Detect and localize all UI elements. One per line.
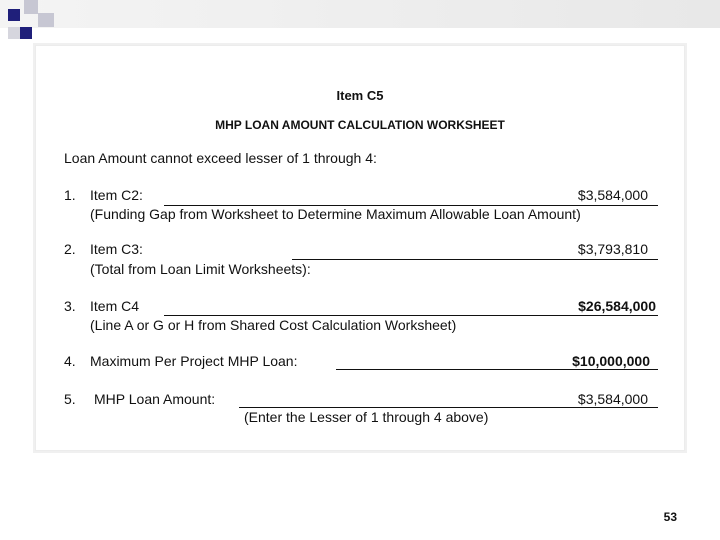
decorative-square: [38, 13, 54, 27]
amount-line: [292, 259, 658, 260]
item-number: 5.: [64, 391, 76, 407]
amount-line: [336, 369, 658, 370]
decorative-square: [8, 9, 20, 21]
item-number: 3.: [64, 298, 76, 314]
item-amount: $3,584,000: [577, 187, 648, 203]
item-label: MHP Loan Amount:: [94, 391, 216, 407]
item-label: Item C2:: [90, 187, 143, 203]
item-number: 1.: [64, 187, 76, 203]
decorative-square: [24, 0, 38, 14]
page-number: 53: [663, 510, 677, 524]
item-amount: $10,000,000: [572, 353, 650, 369]
item-note: (Total from Loan Limit Worksheets):: [90, 261, 311, 277]
amount-line: [239, 407, 658, 408]
decorative-header-band: [0, 0, 720, 28]
item-note: (Line A or G or H from Shared Cost Calculation Worksheet): [90, 317, 457, 333]
item-label: Item C3:: [90, 241, 143, 257]
item-label: Item C4: [90, 298, 140, 314]
item-amount: $3,793,810: [577, 241, 648, 257]
amount-line: [164, 315, 658, 316]
worksheet-title: MHP LOAN AMOUNT CALCULATION WORKSHEET: [215, 118, 505, 132]
item-note: (Enter the Lesser of 1 through 4 above): [244, 409, 489, 425]
intro-text: Loan Amount cannot exceed lesser of 1 through 4:: [64, 150, 377, 166]
item-amount: $3,584,000: [577, 391, 648, 407]
item-number: 4.: [64, 353, 76, 369]
item-amount: $26,584,000: [578, 298, 656, 314]
worksheet-document: [36, 46, 684, 450]
item-note: (Funding Gap from Worksheet to Determine Maximum Allowable Loan Amount): [90, 206, 581, 222]
item-number: 2.: [64, 241, 76, 257]
decorative-square: [8, 27, 20, 39]
item-heading: Item C5: [336, 88, 384, 103]
item-label: Maximum Per Project MHP Loan:: [90, 353, 298, 369]
decorative-square: [20, 27, 32, 39]
